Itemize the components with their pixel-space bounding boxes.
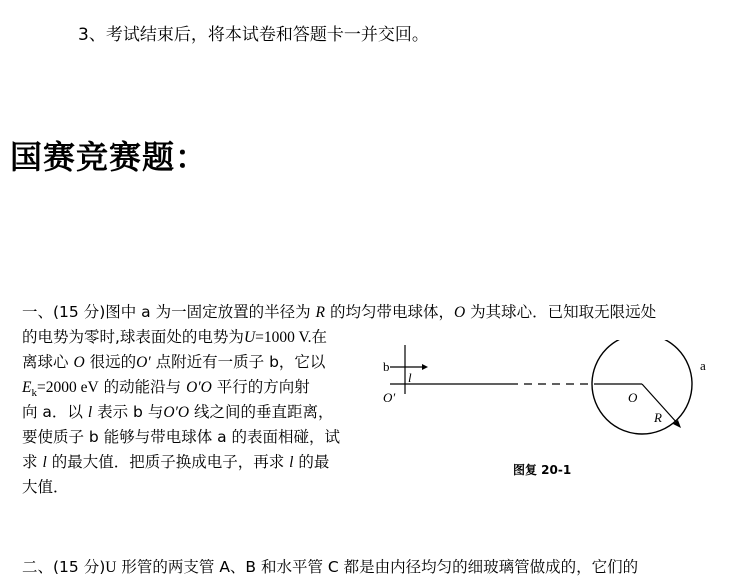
- problem1-line7: 求 l 的最大值．把质子换成电子，再求 l 的最: [22, 453, 330, 471]
- problem1-line2: 的电势为零时,球表面处的电势为U=1000 V.在: [22, 328, 328, 346]
- section-heading: 国赛竞赛题：: [10, 138, 209, 176]
- charged-sphere: [592, 340, 692, 434]
- problem1-line8: 大值．: [22, 478, 69, 496]
- radius-arrow-head: [673, 420, 681, 428]
- label-l: l: [408, 370, 412, 385]
- problem1-line5: 向 a．以 l 表示 b 与O′O 线之间的垂直距离，: [22, 403, 334, 421]
- exam-instruction: 3、考试结束后，将本试卷和答题卡一并交回。: [78, 25, 429, 45]
- problem1-line4: $E_k=2000$ eV 的动能沿与 O′O 平行的方向射: [22, 378, 310, 400]
- problem1-line1: 一、(15 分)图中 a 为一固定放置的半径为 R 的均匀带电球体，O 为其球心．已知取无限远处: [22, 303, 657, 321]
- label-b: b: [383, 359, 390, 374]
- label-r: R: [654, 410, 662, 425]
- label-a: a: [700, 358, 706, 373]
- label-o-prime: O′: [383, 390, 396, 405]
- label-o: O: [628, 390, 638, 405]
- problem1-line6: 要使质子 b 能够与带电球体 a 的表面相碰，试: [22, 428, 341, 446]
- arrow-head: [422, 364, 428, 370]
- figure-20-1: [370, 340, 745, 490]
- figure-diagram: [370, 340, 745, 490]
- problem1-line3: 离球心 O 很远的O′ 点附近有一质子 b，它以: [22, 353, 326, 371]
- problem2-line1: 二、(15 分)U 形管的两支管 A、B 和水平管 C 都是由内径均匀的细玻璃管做成的，它们的: [22, 558, 639, 576]
- figure-caption: 图复 20-1: [513, 463, 572, 477]
